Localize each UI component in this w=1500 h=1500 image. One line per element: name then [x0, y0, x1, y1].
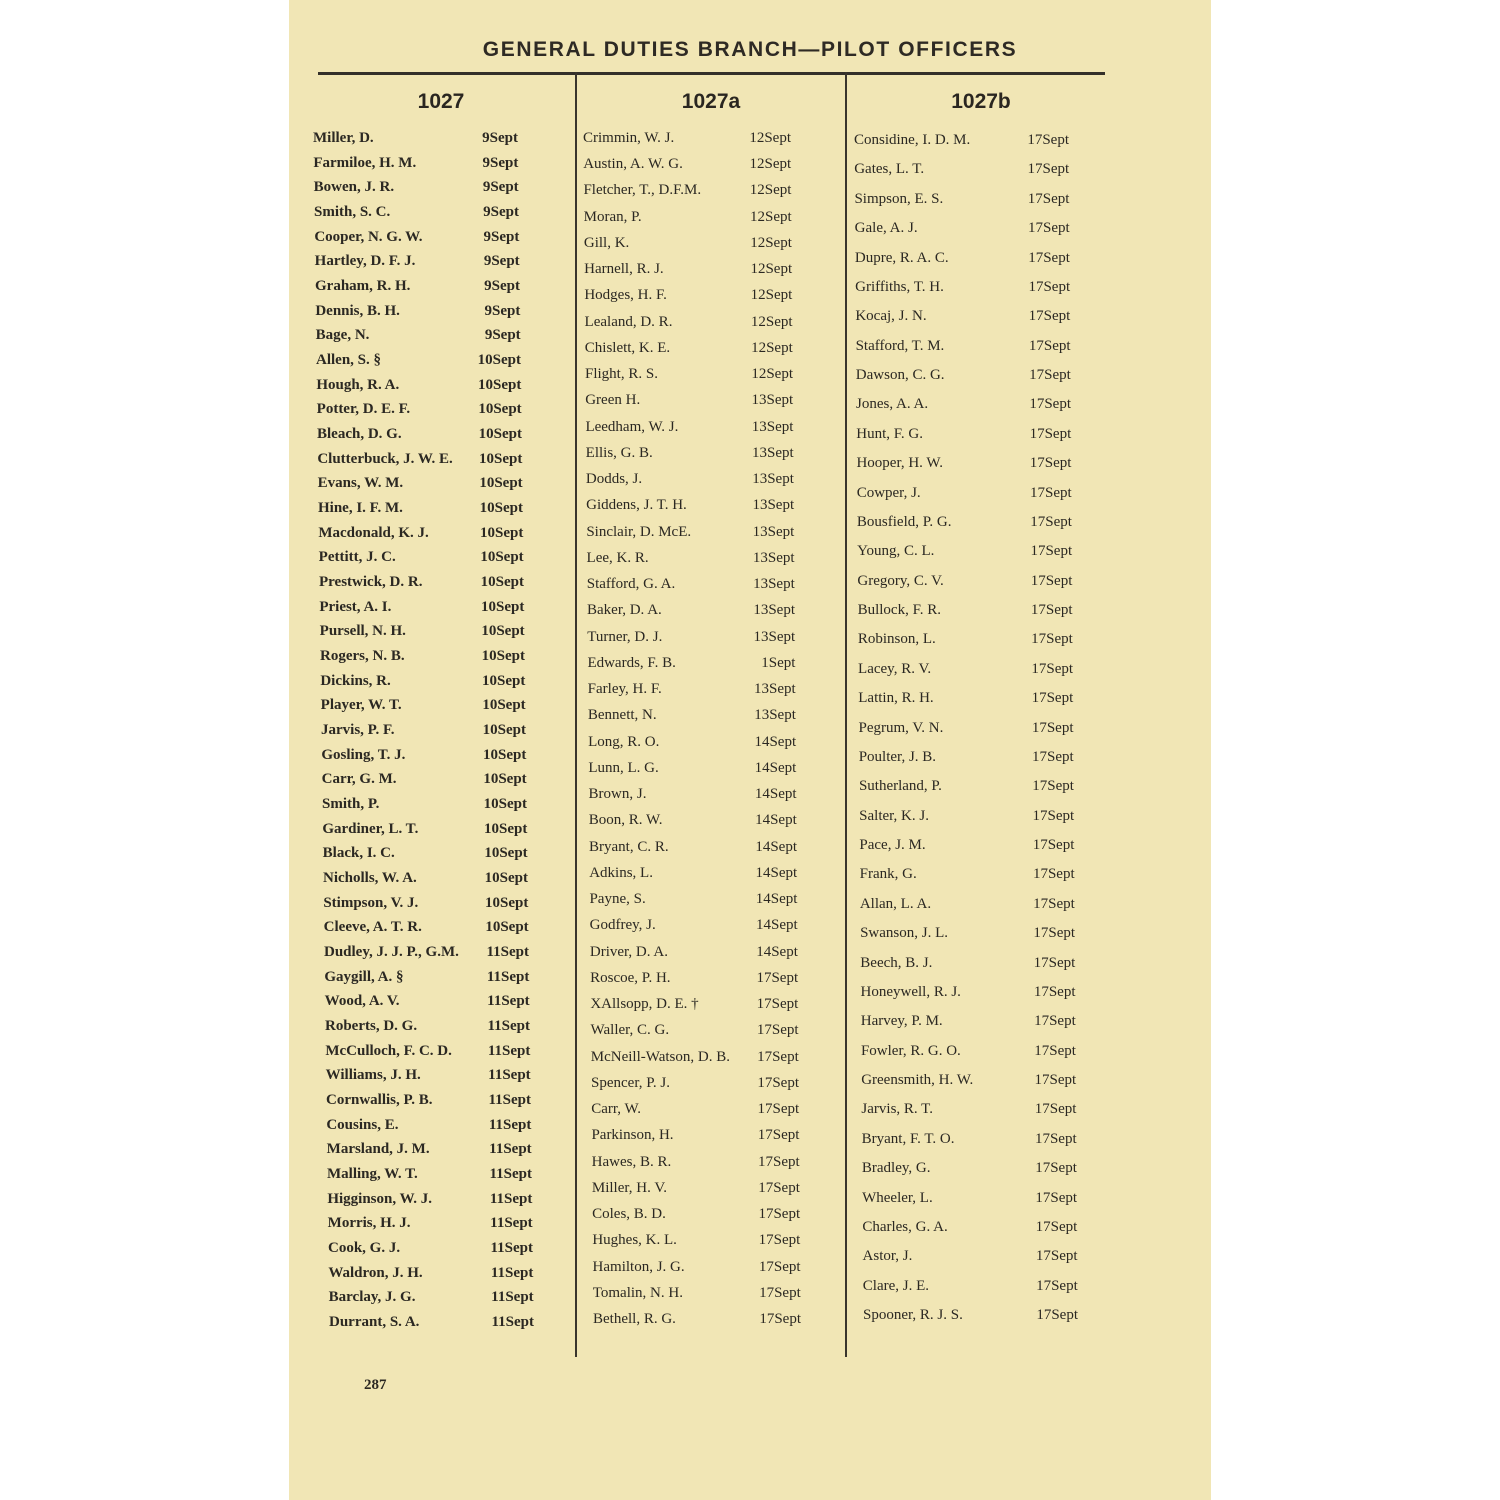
officer-name: Gaygill, A. §	[324, 968, 404, 985]
seniority-date: 11Sept	[487, 1018, 530, 1034]
officer-name: Robinson, L.	[857, 631, 936, 648]
seniority-date: 17Sept	[1031, 690, 1074, 707]
seniority-date: 17Sept	[757, 1074, 799, 1091]
seniority-date: 17Sept	[758, 1258, 801, 1275]
seniority-date: 12Sept	[749, 130, 791, 146]
seniority-date: 10Sept	[483, 771, 527, 788]
seniority-date: 17Sept	[757, 1048, 799, 1065]
seniority-date: 12Sept	[751, 339, 793, 356]
officer-name: Pace, J. M.	[859, 837, 926, 853]
officer-name: Hunt, F. G.	[856, 425, 923, 442]
seniority-date: 13Sept	[751, 444, 794, 461]
officer-name: Carr, W.	[591, 1101, 642, 1118]
officer-name: Dodds, J.	[585, 471, 643, 488]
officer-name: Morris, H. J.	[327, 1215, 411, 1232]
officer-name: Pegrum, V. N.	[858, 719, 944, 736]
officer-name: XAllsopp, D. E. †	[590, 996, 699, 1013]
seniority-date: 17Sept	[1031, 631, 1073, 648]
seniority-date: 17Sept	[1032, 837, 1075, 853]
officer-name: Pursell, N. H.	[319, 623, 406, 640]
officer-name: Malling, W. T.	[327, 1166, 418, 1182]
title-rule	[318, 72, 1105, 75]
officer-name: Barclay, J. G.	[328, 1289, 416, 1306]
column-heading-1027b: 1027b	[951, 90, 1011, 113]
officer-name: Dudley, J. J. P., G.M.	[324, 944, 459, 960]
officer-name: Williams, J. H.	[325, 1067, 421, 1084]
seniority-date: 9Sept	[482, 154, 519, 171]
officer-name: Cowper, J.	[856, 484, 921, 501]
officer-name: Bousfield, P. G.	[856, 513, 952, 530]
column-divider-2	[845, 72, 847, 1357]
officer-name: Tomalin, N. H.	[592, 1284, 683, 1301]
officer-name: Gale, A. J.	[854, 220, 918, 237]
officer-name: Godfrey, J.	[589, 917, 656, 934]
officer-name: Dickins, R.	[320, 672, 391, 689]
seniority-date: 10Sept	[479, 475, 523, 492]
seniority-date: 11Sept	[489, 1190, 533, 1207]
officer-name: Giddens, J. T. H.	[586, 497, 687, 514]
seniority-date: 10Sept	[478, 401, 522, 418]
officer-name: Cooper, N. G. W.	[314, 228, 423, 245]
officer-name: Sutherland, P.	[858, 778, 942, 795]
officer-name: Hine, I. F. M.	[318, 500, 403, 516]
seniority-date: 11Sept	[490, 1264, 534, 1281]
seniority-date: 17Sept	[758, 1179, 800, 1196]
officer-name: Leedham, W. J.	[585, 418, 679, 435]
seniority-date: 14Sept	[754, 759, 797, 776]
seniority-date: 11Sept	[488, 1092, 531, 1108]
seniority-date: 17Sept	[1035, 1160, 1077, 1177]
officer-name: Stimpson, V. J.	[323, 894, 419, 911]
seniority-date: 10Sept	[481, 623, 525, 640]
seniority-date: 11Sept	[490, 1215, 533, 1232]
seniority-date: 10Sept	[481, 648, 525, 664]
seniority-date: 12Sept	[749, 182, 792, 199]
officer-name: Rogers, N. B.	[320, 648, 405, 664]
officer-name: Gardiner, L. T.	[322, 820, 419, 837]
seniority-date: 9Sept	[482, 130, 518, 146]
officer-name: Dupre, R. A. C.	[854, 249, 949, 266]
seniority-date: 9Sept	[482, 179, 519, 196]
officer-name: Salter, K. J.	[859, 807, 929, 824]
officer-name: Greensmith, H. W.	[861, 1072, 974, 1088]
officer-name: Driver, D. A.	[589, 943, 669, 960]
seniority-date: 13Sept	[752, 549, 795, 566]
officer-name: Beech, B. J.	[860, 954, 933, 971]
seniority-date: 9Sept	[484, 278, 520, 294]
seniority-date: 10Sept	[480, 598, 525, 615]
officer-name: Clare, J. E.	[862, 1277, 929, 1294]
seniority-date: 17Sept	[1028, 308, 1071, 325]
officer-name: Charles, G. A.	[862, 1218, 948, 1235]
officer-name: Green H.	[585, 392, 641, 409]
seniority-date: 17Sept	[1030, 572, 1073, 589]
seniority-date: 11Sept	[486, 944, 529, 960]
seniority-date: 17Sept	[756, 1022, 799, 1039]
seniority-date: 11Sept	[488, 1067, 531, 1084]
officer-name: Bethell, R. G.	[593, 1311, 676, 1327]
seniority-date: 10Sept	[482, 746, 527, 763]
seniority-date: 12Sept	[750, 261, 793, 278]
seniority-date: 17Sept	[1028, 249, 1070, 266]
seniority-date: 17Sept	[1029, 367, 1071, 383]
seniority-date: 10Sept	[477, 352, 521, 368]
officer-name: Jarvis, P. F.	[321, 722, 395, 738]
officer-name: Harnell, R. J.	[584, 261, 664, 278]
officer-name: Waldron, J. H.	[328, 1264, 423, 1281]
officer-name: Lee, K. R.	[586, 549, 649, 566]
seniority-date: 17Sept	[1033, 954, 1076, 971]
officer-name: Crimmin, W. J.	[583, 130, 675, 146]
seniority-date: 12Sept	[749, 156, 792, 173]
officer-name: Hooper, H. W.	[856, 455, 943, 472]
officer-name: Turner, D. J.	[587, 628, 663, 645]
seniority-date: 17Sept	[1035, 1218, 1078, 1235]
seniority-date: 9Sept	[484, 302, 521, 319]
officer-name: Astor, J.	[862, 1248, 913, 1265]
officer-name: Bage, N.	[315, 327, 370, 344]
seniority-date: 11Sept	[491, 1314, 534, 1330]
seniority-date: 14Sept	[754, 786, 797, 803]
seniority-date: 10Sept	[480, 574, 524, 590]
officer-name: Carr, G. M.	[321, 771, 397, 788]
seniority-date: 17Sept	[1032, 778, 1074, 795]
officer-name: Macdonald, K. J.	[318, 524, 429, 541]
seniority-date: 17Sept	[1029, 455, 1072, 472]
seniority-date: 10Sept	[483, 820, 528, 837]
seniority-date: 17Sept	[1032, 748, 1074, 765]
seniority-date: 13Sept	[753, 576, 795, 593]
officer-name: Ellis, G. B.	[585, 444, 653, 461]
seniority-date: 14Sept	[755, 864, 798, 881]
officer-name: Priest, A. I.	[319, 598, 392, 615]
officer-name: Potter, D. E. F.	[316, 401, 411, 418]
officer-name: Fletcher, T., D.F.M.	[583, 182, 702, 199]
seniority-date: 9Sept	[484, 327, 521, 344]
seniority-date: 13Sept	[754, 707, 796, 724]
seniority-date: 13Sept	[751, 418, 794, 435]
officer-name: Griffiths, T. H.	[855, 278, 944, 295]
officer-name: Dennis, B. H.	[315, 302, 400, 319]
officer-name: Bullock, F. R.	[857, 602, 941, 618]
seniority-date: 17Sept	[1034, 1042, 1076, 1059]
seniority-date: 9Sept	[483, 253, 520, 270]
officer-name: Smith, P.	[322, 796, 380, 812]
officer-name: Gill, K.	[583, 234, 630, 251]
officer-name: Fowler, R. G. O.	[860, 1042, 961, 1059]
seniority-date: 17Sept	[1034, 1013, 1076, 1030]
officer-name: Spencer, P. J.	[591, 1074, 670, 1091]
seniority-date: 17Sept	[758, 1206, 801, 1223]
officer-name: Hough, R. A.	[316, 376, 400, 393]
seniority-date: 14Sept	[754, 733, 797, 750]
officer-name: Gosling, T. J.	[321, 746, 406, 763]
seniority-date: 11Sept	[489, 1141, 532, 1158]
seniority-date: 17Sept	[1030, 543, 1073, 560]
officer-name: Lunn, L. G.	[588, 759, 659, 776]
officer-name: Hodges, H. F.	[584, 287, 667, 304]
seniority-date: 10Sept	[483, 796, 527, 812]
seniority-date: 17Sept	[1036, 1307, 1078, 1323]
seniority-date: 11Sept	[486, 968, 530, 985]
seniority-date: 17Sept	[759, 1311, 801, 1327]
seniority-date: 14Sept	[755, 891, 798, 908]
officer-name: Hamilton, J. G.	[592, 1258, 685, 1275]
seniority-date: 17Sept	[1030, 513, 1072, 530]
officer-name: Honeywell, R. J.	[860, 983, 961, 1000]
seniority-date: 17Sept	[1027, 161, 1070, 178]
seniority-date: 17Sept	[1028, 220, 1070, 237]
seniority-date: 11Sept	[490, 1240, 533, 1256]
seniority-date: 10Sept	[484, 894, 529, 911]
officer-name: Lattin, R. H.	[858, 690, 934, 707]
seniority-date: 17Sept	[759, 1284, 801, 1301]
seniority-date: 10Sept	[481, 672, 526, 689]
officer-name: Young, C. L.	[857, 543, 935, 560]
officer-name: Farmiloe, H. M.	[313, 154, 417, 171]
seniority-date: 13Sept	[751, 392, 794, 409]
officer-name: McCulloch, F. C. D.	[325, 1042, 452, 1059]
seniority-date: 17Sept	[756, 996, 799, 1013]
seniority-date: 17Sept	[1032, 807, 1075, 824]
officer-name: Bradley, G.	[861, 1160, 931, 1177]
seniority-date: 14Sept	[756, 943, 798, 960]
seniority-date: 9Sept	[483, 204, 519, 220]
seniority-date: 17Sept	[1028, 337, 1071, 354]
page-title: GENERAL DUTIES BRANCH—PILOT OFFICERS	[482, 38, 1018, 61]
column-heading-1027a: 1027a	[681, 90, 741, 113]
seniority-date: 17Sept	[1027, 132, 1069, 148]
seniority-date: 13Sept	[752, 523, 795, 540]
officer-name: Smith, S. C.	[314, 204, 391, 220]
officer-name: Roberts, D. G.	[325, 1018, 418, 1034]
officer-name: Nicholls, W. A.	[323, 870, 417, 886]
officer-name: Pettitt, J. C.	[318, 549, 396, 566]
officer-name: Coles, B. D.	[592, 1206, 666, 1223]
officer-name: Allen, S. §	[316, 352, 382, 368]
seniority-date: 10Sept	[484, 845, 528, 862]
officer-name: Considine, I. D. M.	[854, 132, 971, 148]
column-divider-1	[575, 72, 577, 1357]
officer-name: Frank, G.	[859, 866, 917, 883]
officer-name: Austin, A. W. G.	[583, 156, 683, 173]
officer-name: Bennett, N.	[587, 707, 657, 724]
officer-name: Gregory, C. V.	[857, 572, 944, 589]
officer-name: Moran, P.	[583, 208, 642, 225]
column-heading-1027: 1027	[417, 90, 465, 113]
officer-name: Boon, R. W.	[588, 812, 663, 829]
seniority-date: 17Sept	[757, 1153, 800, 1170]
officer-name: Adkins, L.	[589, 864, 653, 881]
seniority-date: 17Sept	[1034, 1072, 1077, 1088]
seniority-date: 13Sept	[753, 681, 796, 698]
officer-name: Cornwallis, P. B.	[326, 1092, 433, 1108]
officer-name: Dawson, C. G.	[855, 367, 945, 383]
officer-name: Baker, D. A.	[587, 602, 662, 619]
seniority-date: 17Sept	[1029, 425, 1072, 442]
officer-name: Harvey, P. M.	[860, 1013, 943, 1030]
seniority-date: 17Sept	[756, 969, 799, 986]
officer-name: Clutterbuck, J. W. E.	[317, 450, 453, 467]
seniority-date: 17Sept	[1031, 719, 1074, 736]
seniority-date: 10Sept	[482, 697, 526, 714]
seniority-date: 17Sept	[1027, 190, 1070, 207]
officer-name: Sinclair, D. McE.	[586, 523, 692, 540]
seniority-date: 13Sept	[753, 602, 795, 619]
officer-name: Bowen, J. R.	[313, 179, 395, 196]
officer-name: Allan, L. A.	[859, 895, 932, 912]
officer-name: Swanson, J. L.	[860, 925, 948, 942]
seniority-date: 17Sept	[1033, 925, 1076, 942]
officer-name: Kocaj, J. N.	[855, 308, 927, 325]
seniority-date: 10Sept	[485, 919, 529, 936]
seniority-date: 17Sept	[1035, 1189, 1078, 1206]
seniority-date: 12Sept	[751, 366, 793, 383]
seniority-date: 10Sept	[479, 500, 523, 516]
seniority-date: 10Sept	[478, 426, 522, 442]
seniority-date: 17Sept	[1034, 1101, 1077, 1118]
officer-name: Bryant, F. T. O.	[861, 1130, 955, 1147]
officer-name: Evans, W. M.	[317, 475, 404, 492]
officer-name: Black, I. C.	[322, 845, 395, 862]
seniority-date: 17Sept	[1031, 660, 1074, 677]
seniority-date: 10Sept	[477, 376, 522, 393]
officer-name: Hawes, B. R.	[591, 1153, 672, 1170]
seniority-date: 17Sept	[1030, 484, 1072, 501]
officer-name: Hughes, K. L.	[592, 1232, 677, 1249]
officer-name: Wood, A. V.	[324, 993, 400, 1010]
officer-name: Lacey, R. V.	[858, 660, 932, 677]
seniority-date: 14Sept	[755, 812, 797, 829]
seniority-date: 12Sept	[750, 234, 792, 251]
officer-name: Parkinson, H.	[591, 1127, 674, 1144]
seniority-date: 14Sept	[755, 917, 798, 934]
seniority-date: 17Sept	[1035, 1248, 1078, 1265]
seniority-date: 10Sept	[478, 450, 523, 467]
page-number: 287	[364, 1377, 387, 1393]
officer-name: Flight, R. S.	[585, 366, 658, 383]
officer-name: Cousins, E.	[326, 1116, 399, 1133]
officer-name: Higginson, W. J.	[327, 1190, 432, 1207]
officer-name: Miller, H. V.	[591, 1179, 667, 1196]
officer-name: Lealand, D. R.	[584, 313, 673, 330]
seniority-date: 17Sept	[1033, 895, 1075, 912]
seniority-date: 11Sept	[489, 1166, 532, 1182]
officer-name: Roscoe, P. H.	[590, 969, 671, 986]
seniority-date: 13Sept	[753, 628, 796, 645]
officer-name: Stafford, T. M.	[855, 337, 945, 354]
seniority-date: 14Sept	[755, 838, 797, 855]
officer-name: Cleeve, A. T. R.	[323, 919, 422, 936]
seniority-date: 1Sept	[761, 654, 796, 671]
seniority-date: 17Sept	[1033, 983, 1076, 1000]
officer-name: Poulter, J. B.	[858, 748, 937, 765]
officer-name: Simpson, E. S.	[854, 190, 944, 207]
seniority-date: 10Sept	[484, 870, 528, 886]
seniority-date: 17Sept	[757, 1127, 800, 1144]
seniority-date: 11Sept	[487, 993, 530, 1010]
seniority-date: 10Sept	[480, 549, 524, 566]
officer-name: Hartley, D. F. J.	[314, 253, 416, 270]
seniority-date: 17Sept	[1034, 1130, 1077, 1147]
officer-name: Stafford, G. A.	[586, 576, 676, 593]
seniority-date: 12Sept	[750, 287, 793, 304]
officer-name: Edwards, F. B.	[587, 654, 676, 671]
officer-name: Spooner, R. J. S.	[863, 1307, 963, 1323]
officer-name: Chislett, K. E.	[584, 339, 671, 356]
seniority-date: 10Sept	[482, 722, 526, 738]
seniority-date: 12Sept	[749, 208, 792, 225]
seniority-date: 12Sept	[750, 313, 793, 330]
seniority-date: 17Sept	[1029, 396, 1072, 413]
officer-name: Jones, A. A.	[856, 396, 929, 413]
seniority-date: 17Sept	[1036, 1277, 1078, 1294]
officer-name: Wheeler, L.	[862, 1189, 933, 1206]
seniority-date: 17Sept	[1030, 602, 1073, 618]
officer-name: Bleach, D. G.	[317, 426, 402, 442]
officer-name: Brown, J.	[588, 786, 647, 803]
seniority-date: 13Sept	[752, 497, 795, 514]
officer-name: Player, W. T.	[320, 697, 402, 714]
officer-name: Miller, D.	[313, 130, 374, 146]
officer-name: Prestwick, D. R.	[319, 574, 423, 590]
seniority-date: 11Sept	[488, 1116, 532, 1133]
officer-name: Bryant, C. R.	[589, 838, 669, 855]
seniority-date: 17Sept	[1032, 866, 1075, 883]
officer-name: Jarvis, R. T.	[861, 1101, 933, 1118]
officer-name: Long, R. O.	[588, 733, 660, 750]
seniority-date: 17Sept	[757, 1101, 800, 1118]
seniority-date: 17Sept	[758, 1232, 801, 1249]
officer-name: Farley, H. F.	[587, 681, 662, 698]
seniority-date: 17Sept	[1028, 278, 1071, 295]
seniority-date: 11Sept	[487, 1042, 531, 1059]
seniority-date: 11Sept	[491, 1289, 534, 1306]
seniority-date: 9Sept	[483, 228, 520, 245]
officer-name: Graham, R. H.	[315, 278, 411, 294]
officer-name: Cook, G. J.	[328, 1240, 401, 1256]
officer-name: McNeill-Watson, D. B.	[590, 1048, 730, 1065]
officer-name: Waller, C. G.	[590, 1022, 670, 1039]
seniority-date: 10Sept	[479, 524, 524, 541]
register-page	[289, 0, 1211, 1500]
officer-name: Durrant, S. A.	[329, 1314, 420, 1330]
officer-name: Marsland, J. M.	[326, 1141, 430, 1158]
seniority-date: 13Sept	[752, 471, 794, 488]
officer-name: Gates, L. T.	[854, 161, 925, 178]
officer-name: Payne, S.	[589, 891, 646, 908]
